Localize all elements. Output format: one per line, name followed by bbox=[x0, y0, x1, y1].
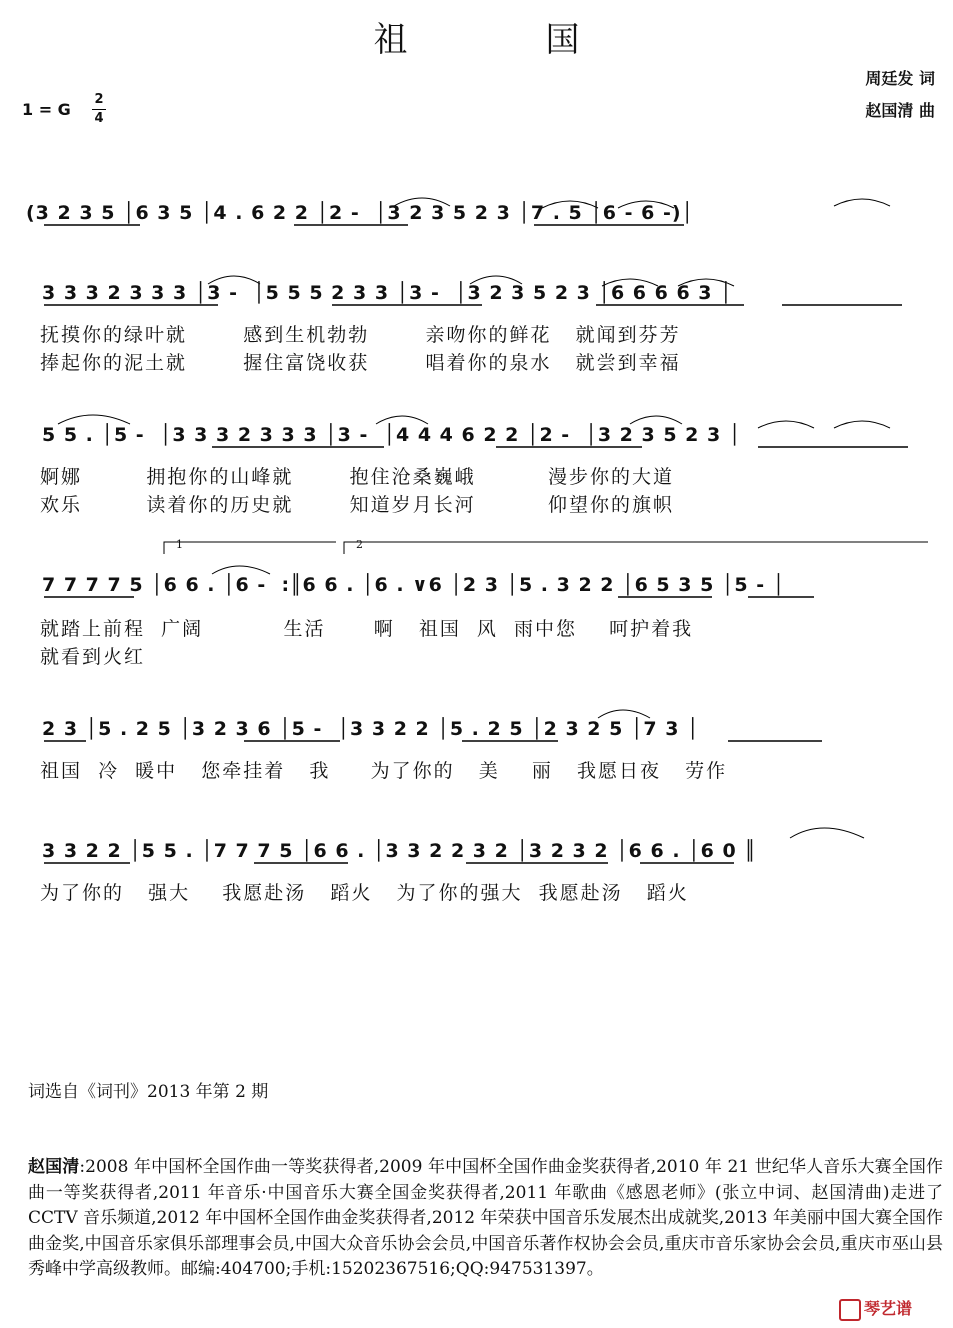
composer-credit: 赵国清 曲 bbox=[865, 101, 935, 120]
composer-bio bbox=[28, 1155, 943, 1283]
staff-system-3 bbox=[22, 420, 934, 460]
notation-line-6: 3 3 2 2 │5 5 . │7 7 7 5 │6 6 . │3 3 2 2 3 2 │3 2 3 2 │6 6 . │6 0 ║ bbox=[42, 840, 757, 862]
lyrics-verse2-line-3: 欢乐 读着你的历史就 知道岁月长河 仰望你的旗帜 bbox=[40, 494, 674, 516]
logo-text: 琴艺谱 bbox=[864, 1299, 913, 1318]
volta-first-label: 1 bbox=[176, 538, 183, 551]
lyrics-verse1-line-5: 祖国 冷 暖中 您牵挂着 我 为了你的 美 丽 我愿日夜 劳作 bbox=[40, 760, 728, 782]
notation-line-1: (3 2 3 5 │6 3 5 │4 . 6 2 2 │2 - │3 2 3 5 2 3 │7 . 5 │6 - 6 -)│ bbox=[26, 202, 694, 224]
logo-mark-icon bbox=[839, 1299, 861, 1321]
song-title: 祖 国 bbox=[373, 20, 632, 60]
volta-second-label: 2 bbox=[356, 538, 363, 551]
notation-line-5: 2 3 │5 . 2 5 │3 2 3 6 │5 - │3 3 2 2 │5 . 2 5 │2 3 2 5 │7 3 │ bbox=[42, 718, 700, 740]
lyrics-verse2-line-4: 就看到火红 bbox=[40, 646, 146, 668]
notation-line-4: 7 7 7 7 5 │6 6 . │6 - :║6 6 . │6 . ∨6 │2 3 │5 . 3 2 2 │6 5 3 5 │5 - │ bbox=[42, 574, 786, 596]
lyrics-verse1-line-6: 为了你的 强大 我愿赴汤 蹈火 为了你的强大 我愿赴汤 蹈火 bbox=[40, 882, 689, 904]
site-logo bbox=[839, 1296, 937, 1320]
lyrics-verse2-line-2: 捧起你的泥土就 握住富饶收获 唱着你的泉水 就尝到幸福 bbox=[40, 352, 681, 374]
staff-system-5 bbox=[22, 714, 934, 754]
bio-text: :2008 年中国杯全国作曲一等奖获得者,2009 年中国杯全国作曲金奖获得者,2010 年 21 世纪华人音乐大赛全国作曲一等奖获得者,2011 年音乐·中国音乐大赛全国金奖获得者,2011 年歌曲《感恩老师》(张立中词、赵国清曲)走进了 CCTV 音乐频道,2012 年中国杯全国作曲金奖获得者,2012 年荣获中国音乐发展杰出成就奖,2013 年美丽中国大赛全国作曲金奖,中国音乐家俱乐部理事会员,中国大众音乐协会会员,中国音乐著作权协会会员,重庆市音乐家协会会员,重庆市巫山县秀峰中学高级教师。邮编:404700;手机:15202367516;QQ:947531397。 bbox=[28, 1157, 944, 1279]
time-signature-bottom: 4 bbox=[94, 111, 104, 126]
volta-brackets bbox=[160, 538, 940, 558]
staff-system-6 bbox=[22, 836, 934, 876]
time-signature bbox=[92, 92, 106, 127]
lyrics-source-note: 词选自《词刊》2013 年第 2 期 bbox=[28, 1082, 269, 1102]
notation-line-2: 3 3 3 2 3 3 3 │3 - │5 5 5 2 3 3 │3 - │3 2 3 5 2 3 │6 6 6 6 3 │ bbox=[42, 282, 733, 304]
time-signature-top: 2 bbox=[94, 92, 104, 107]
lyrics-verse1-line-2: 抚摸你的绿叶就 感到生机勃勃 亲吻你的鲜花 就闻到芬芳 bbox=[40, 324, 681, 346]
lyrics-verse1-line-3: 婀娜 拥抱你的山峰就 抱住沧桑巍峨 漫步你的大道 bbox=[40, 466, 674, 488]
lyrics-verse1-line-4: 就踏上前程 广阔 生活 啊 祖国 风 雨中您 呵护着我 bbox=[40, 618, 694, 640]
lyricist-credit: 周廷发 词 bbox=[865, 69, 935, 88]
staff-system-1 bbox=[22, 198, 934, 238]
notation-line-3: 5 5 . │5 - │3 3 3 2 3 3 3 │3 - │4 4 4 6 2 2 │2 - │3 2 3 5 2 3 │ bbox=[42, 424, 742, 446]
key-signature: 1 = G bbox=[22, 100, 71, 119]
bio-name: 赵国清 bbox=[28, 1157, 80, 1177]
staff-system-2 bbox=[22, 278, 934, 318]
staff-system-4 bbox=[22, 570, 934, 610]
